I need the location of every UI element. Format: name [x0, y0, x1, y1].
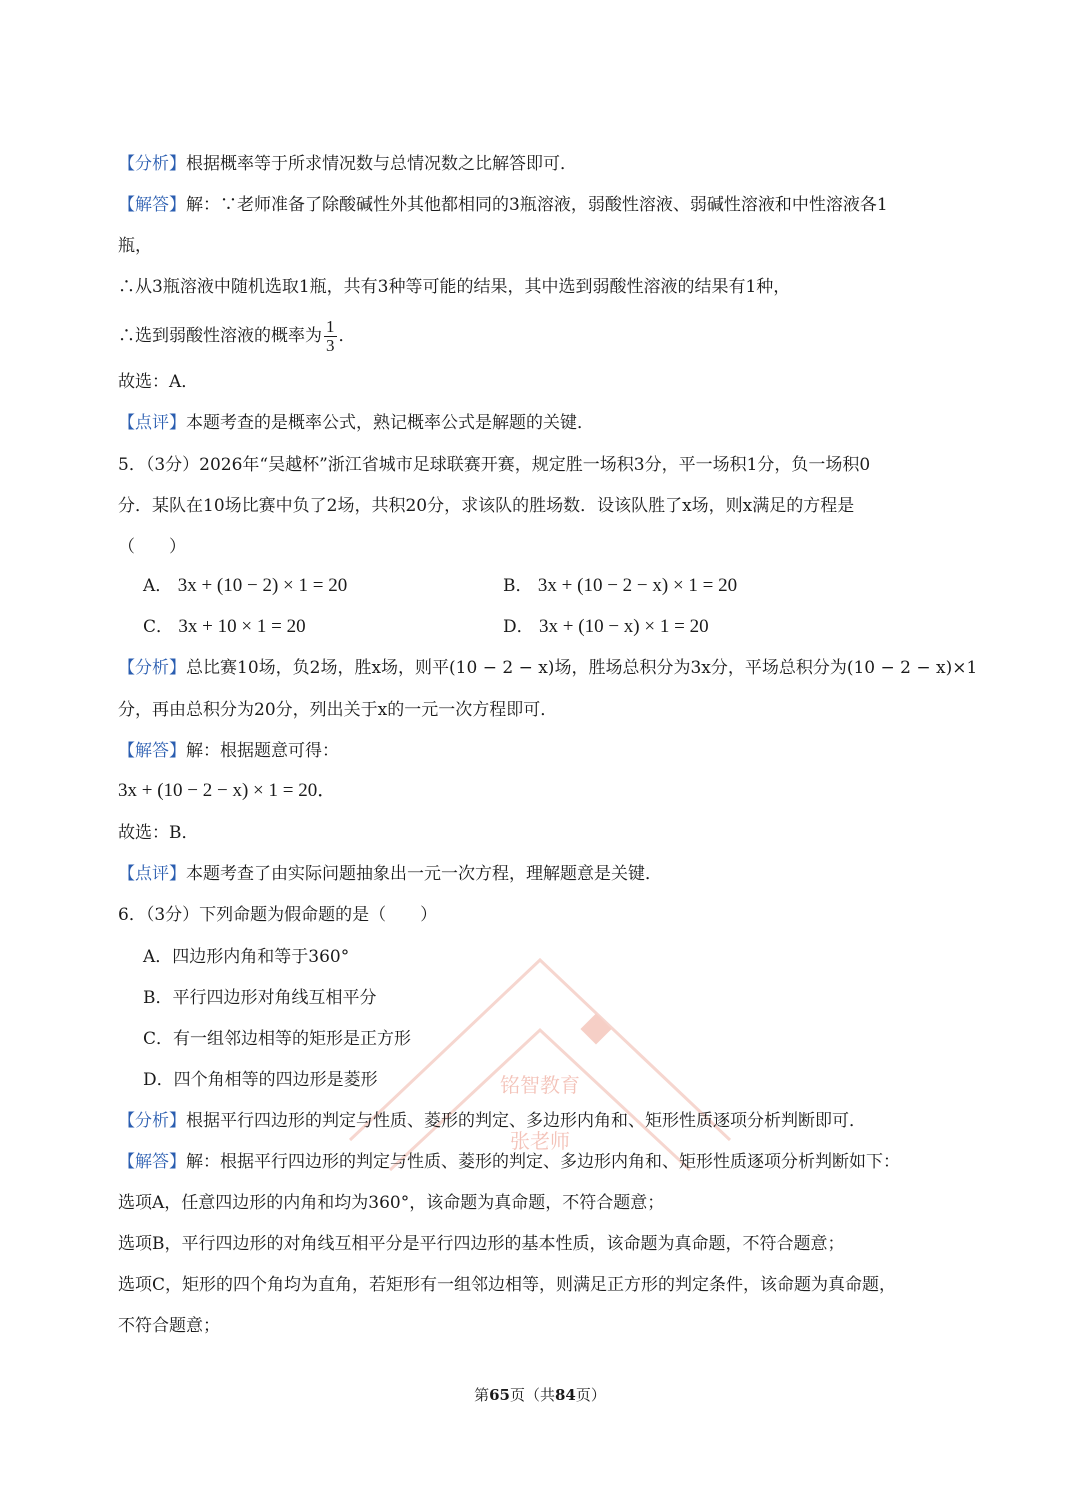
q6-option-a: A．四边形内角和等于360°: [143, 947, 350, 967]
q5-analysis-line-2: 分，再由总积分为20分，列出关于x的一元一次方程即可．: [118, 700, 558, 720]
review-tag: 【点评】: [118, 413, 186, 433]
option-letter: C．: [143, 617, 174, 637]
q6-answer-line-1: [118, 1150, 968, 1174]
q6-option-d: D．四个角相等的四边形是菱形: [143, 1070, 378, 1090]
total-page-number: 84: [555, 1386, 576, 1404]
answer-tag: 【解答】: [118, 741, 186, 761]
answer-tag: 【解答】: [118, 195, 186, 215]
q4-choice: 故选：A．: [118, 372, 199, 392]
q5-option-b: [503, 574, 737, 598]
q4-review: [118, 411, 968, 435]
q5-option-c: [143, 615, 306, 639]
review-tag: 【点评】: [118, 864, 186, 884]
page-footer: [0, 1385, 1080, 1405]
q5-option-d: [503, 615, 709, 639]
q4-answer-line-3: ∴从3瓶溶液中随机选取1瓶，共有3种等可能的结果，其中选到弱酸性溶液的结果有1种，: [118, 277, 791, 297]
answer-text: 解：∵老师准备了除酸碱性外其他都相同的3瓶溶液，弱酸性溶液、弱碱性溶液和中性溶液各1: [186, 195, 888, 215]
q5-answer-line-1: [118, 739, 968, 763]
option-expression: 3x + (10 − 2 − x) × 1 = 20: [537, 575, 738, 596]
current-page-number: 65: [489, 1386, 510, 1404]
q5-answer-equation: 3x + (10 − 2 − x) × 1 = 20．: [118, 780, 337, 801]
review-text: 本题考查了由实际问题抽象出一元一次方程，理解题意是关键．: [186, 864, 662, 884]
fraction-numerator: 1: [326, 317, 335, 336]
answer-tag: 【解答】: [118, 1152, 186, 1172]
analysis-text: 根据概率等于所求情况数与总情况数之比解答即可．: [186, 154, 577, 174]
option-expression: 3x + 10 × 1 = 20: [178, 616, 306, 637]
q6-answer-line-3: 选项B，平行四边形的对角线互相平分是平行四边形的基本性质，该命题为真命题，不符合题意；: [118, 1234, 845, 1254]
q4-answer-line-4: [118, 316, 968, 356]
q4-answer-line-2: 瓶，: [118, 236, 152, 256]
q6-stem: 6．（3分）下列命题为假命题的是（ ）: [118, 905, 438, 925]
q5-option-a: [143, 574, 347, 598]
footer-text-pre: 第: [474, 1386, 490, 1404]
analysis-tag: 【分析】: [118, 154, 186, 174]
option-expression: 3x + (10 − 2) × 1 = 20: [177, 575, 348, 596]
option-letter: B．: [503, 576, 533, 596]
q6-analysis: [118, 1109, 968, 1133]
q6-option-b: B．平行四边形对角线互相平分: [143, 988, 377, 1008]
analysis-tag: 【分析】: [118, 658, 186, 678]
watermark-text-1: 铭智教育: [500, 1073, 580, 1097]
watermark-logo: [330, 920, 750, 1220]
q5-choice: 故选：B．: [118, 823, 199, 843]
review-text: 本题考查的是概率公式，熟记概率公式是解题的关键．: [186, 413, 594, 433]
footer-text-post: 页）: [575, 1386, 606, 1404]
answer-text: 解：根据平行四边形的判定与性质、菱形的判定、多边形内角和、矩形性质逐项分析判断如下：: [186, 1152, 900, 1172]
q6-answer-line-4: 选项C，矩形的四个角均为直角，若矩形有一组邻边相等，则满足正方形的判定条件，该命题为真命题，: [118, 1275, 897, 1295]
q5-stem-line-3: （ ）: [118, 537, 186, 557]
q5-review: [118, 862, 968, 886]
q5-stem-line-1: 5．（3分）2026年“吴越杯”浙江省城市足球联赛开赛，规定胜一场积3分，平一场积1分，负一场积0: [118, 455, 871, 475]
q6-option-c: C．有一组邻边相等的矩形是正方形: [143, 1029, 412, 1049]
option-letter: D．: [503, 617, 534, 637]
analysis-text: 根据平行四边形的判定与性质、菱形的判定、多边形内角和、矩形性质逐项分析判断即可．: [186, 1111, 866, 1131]
option-letter: A．: [143, 576, 173, 596]
analysis-text: 总比赛10场，负2场，胜x场，则平(10 − 2 − x)场，胜场总积分为3x分，平场总积分为(10 − 2 − x)×1: [186, 658, 978, 678]
q6-answer-line-5: 不符合题意；: [118, 1316, 220, 1336]
footer-text-mid: 页（共: [509, 1386, 555, 1404]
answer-text: ∴选到弱酸性溶液的概率为: [118, 326, 322, 346]
analysis-tag: 【分析】: [118, 1111, 186, 1131]
q4-analysis: [118, 152, 968, 176]
q5-analysis-line-1: [118, 656, 978, 680]
watermark-text-2: 张老师: [510, 1129, 570, 1153]
answer-text: 解：根据题意可得：: [186, 741, 339, 761]
fraction: [324, 318, 337, 355]
q4-answer-line-1: [118, 193, 968, 217]
option-expression: 3x + (10 − x) × 1 = 20: [539, 616, 709, 637]
answer-text-end: ．: [338, 326, 356, 346]
fraction-denominator: 3: [326, 336, 335, 355]
q6-answer-line-2: 选项A，任意四边形的内角和均为360°，该命题为真命题，不符合题意；: [118, 1193, 665, 1213]
q5-stem-line-2: 分．某队在10场比赛中负了2场，共积20分，求该队的胜场数．设该队胜了x场，则x满足的方程是: [118, 496, 855, 516]
